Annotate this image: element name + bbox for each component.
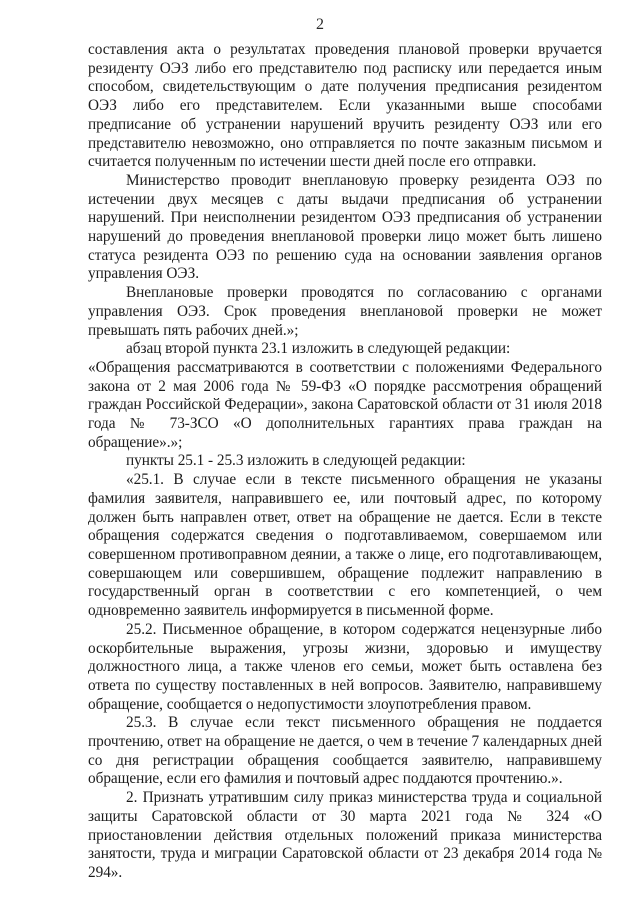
paragraph-inspection-approval: Внеплановые проверки проводятся по согласованию с органами управления ОЭЗ. Срок проведения внеплановой проверки не может превышать пять рабочих дней.»; [88,284,602,339]
paragraph-25-1: «25.1. В случае если в тексте письменного обращения не указаны фамилия заявителя, направившего ее, или почтовый адрес, по которому должен быть направлен ответ, ответ на обращение не дается. Если в тексте обращения содержатся сведения о подготавливаемом, совершаемом или совершенном противоправном деянии, а также о лице, его подготавливающем, совершающем или совершившем, обращение подлежит направлению в государственный орган в соответствии с его компетенцией, о чем одновременно заявитель информируется в письменной форме. [88,471,602,620]
paragraph-amend-23-1: абзац второй пункта 23.1 изложить в следующей редакции: [126,340,511,358]
paragraph-25-2: 25.2. Письменное обращение, в котором содержатся нецензурные либо оскорбительные выражения, угрозы жизни, здоровью и имуществу должностного лица, а также членов его семьи, может быть оставлена без ответа по существу поставленных в ней вопросов. Заявителю, направившему обращение, сообщается о недопустимости злоупотребления правом. [88,620,602,713]
paragraph-unscheduled-inspection: Министерство проводит внеплановую проверку резидента ОЭЗ по истечении двух месяцев с даты выдачи предписания об устранении нарушений. При неисполнении резидентом ОЭЗ предписания об устранении нарушений до проведения внеплановой проверки лицо может быть лишено статуса резидента ОЭЗ по решению суда на основании заявления органов управления ОЭЗ. [88,171,602,283]
paragraph-25-3: 25.3. В случае если текст письменного обращения не поддается прочтению, ответ на обращение не дается, о чем в течение 7 календарных дней со дня регистрации обращения сообщается заявителю, направившему обращение, если его фамилия и почтовый адрес поддаются прочтению.». [88,714,602,788]
paragraph-repeal-order: 2. Признать утратившим силу приказ министерства труда и социальной защиты Саратовской области от 30 марта 2021 года № 324 «О приостановлении действия отдельных положений приказа министерства занятости, труда и миграции Саратовской области от 23 декабря 2014 года № 294». [88,789,602,881]
page-number: 2 [316,16,324,33]
document-body [88,41,602,883]
paragraph-act-delivery: составления акта о результатах проведения плановой проверки вручается резиденту ОЭЗ либо его представителю под расписку или передается иным способом, свидетельствующим о дате получения предписания резидентом ОЭЗ либо его представителем. Если указанными выше способами предписание об устранении нарушений вручить резиденту ОЭЗ или его представителю невозможно, оно отправляется по почте заказным письмом и считается полученным по истечении шести дней после его отправки. [88,41,602,171]
paragraph-appeals-law: «Обращения рассматриваются в соответствии с положениями Федерального закона от 2 мая 2006 года № 59-ФЗ «О порядке рассмотрения обращений граждан Российской Федерации», закона Саратовской области от 31 июля 2018 года № 73-ЗСО «О дополнительных гарантиях права граждан на обращение».»; [88,358,602,451]
paragraph-amend-25: пункты 25.1 - 25.3 изложить в следующей редакции: [126,452,466,470]
